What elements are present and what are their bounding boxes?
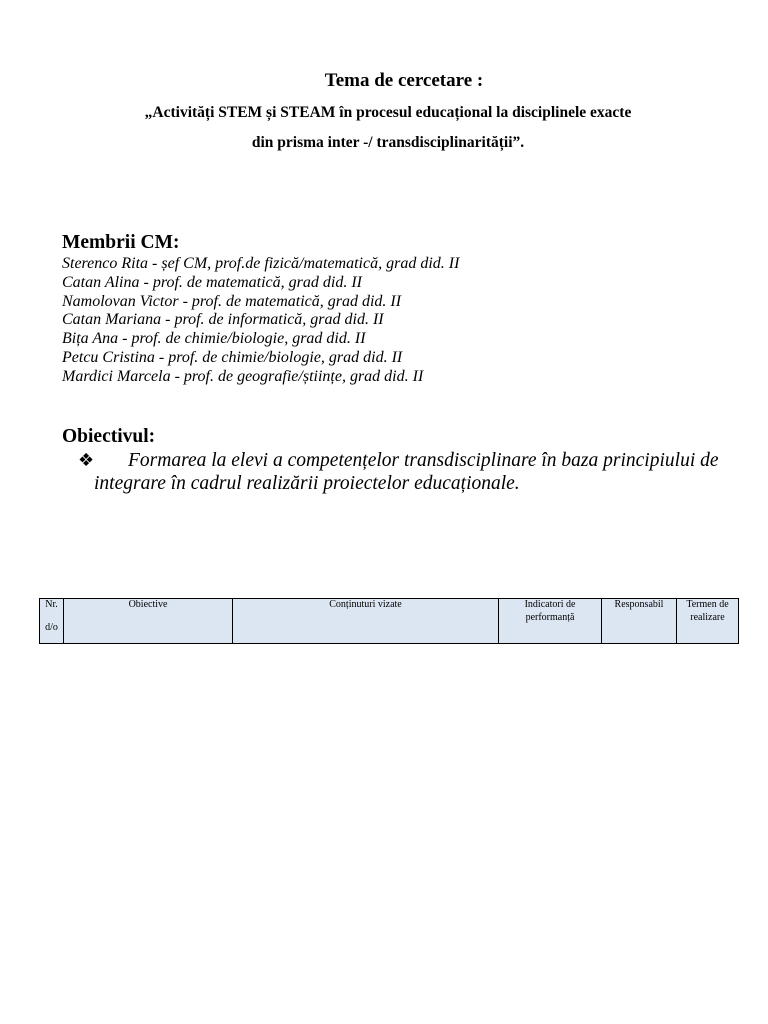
table-header-row — [40, 599, 739, 644]
column-header-deadline: Termen de realizare — [677, 599, 739, 644]
member-item: Namolovan Victor - prof. de matematică, grad did. II — [62, 292, 402, 310]
objective-text-line-1: Formarea la elevi a competențelor transdisciplinare în baza principiului de — [128, 450, 719, 471]
member-item: Sterenco Rita - șef CM, prof.de fizică/matematică, grad did. II — [62, 255, 460, 272]
column-header-contents: Conținuturi vizate — [233, 599, 499, 644]
objective-item — [78, 449, 748, 495]
research-theme-line-2: din prisma inter -/ transdisciplinarității”. — [251, 134, 525, 151]
column-header-responsible: Responsabil — [602, 599, 677, 644]
members-list — [62, 255, 459, 387]
objective-text-line-2: integrare în cadrul realizării proiectelor educaționale. — [94, 473, 520, 494]
member-item: Bița Ana - prof. de chimie/biologie, grad did. II — [62, 330, 366, 348]
member-item: Mardici Marcela - prof. de geografie/științe, grad did. II — [62, 367, 424, 385]
members-heading: Membrii CM: — [62, 232, 180, 253]
research-theme-line-1: „Activități STEM și STEAM în procesul educațional la disciplinele exacte — [144, 104, 632, 121]
activity-plan-table — [39, 598, 739, 644]
page-title: Tema de cercetare : — [324, 70, 484, 91]
objective-heading: Obiectivul: — [62, 426, 156, 447]
member-item: Petcu Cristina - prof. de chimie/biologie, grad did. II — [62, 348, 403, 366]
member-item: Catan Alina - prof. de matematică, grad did. II — [62, 273, 362, 291]
column-header-objectives: Obiective — [64, 599, 233, 644]
diamond-bullet-icon: ❖ — [78, 450, 95, 471]
column-header-number: Nr. d/o — [40, 599, 64, 644]
member-item: Catan Mariana - prof. de informatică, grad did. II — [62, 311, 384, 329]
column-header-indicators: Indicatori de performanță — [499, 599, 602, 644]
